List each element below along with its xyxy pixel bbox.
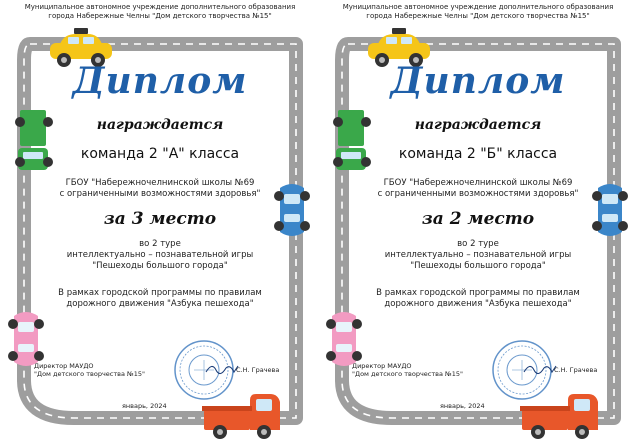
orange-truck-icon	[518, 386, 602, 442]
school-line-1: ГБОУ "Набережночелнинской школы №69	[383, 178, 573, 188]
diploma-card-right	[322, 0, 634, 446]
director-line-1: Директор МАУДО	[34, 362, 94, 370]
program-text	[342, 288, 614, 310]
school-line-2: с ограниченными возможностями здоровья"	[377, 189, 579, 199]
school-name	[24, 178, 296, 200]
program-line-2: дорожного движения "Азбука пешехода"	[66, 299, 254, 309]
team-name: команда 2 "А" класса	[80, 146, 240, 162]
awarded-label: награждается	[96, 117, 224, 133]
director-line-2: "Дом детского творчества №15"	[352, 370, 464, 378]
program-text	[24, 288, 296, 310]
school-line-1: ГБОУ "Набережночелнинской школы №69	[65, 178, 255, 188]
director-line-2: "Дом детского творчества №15"	[34, 370, 146, 378]
game-stage	[342, 239, 614, 272]
org-line-2: города Набережные Челны "Дом детского творчества №15"	[48, 12, 272, 20]
orange-truck-icon	[200, 386, 284, 442]
awarded-label: награждается	[414, 117, 542, 133]
signature-icon	[522, 360, 558, 378]
diploma-title: Диплом	[72, 60, 248, 102]
issue-date: январь, 2024	[440, 402, 485, 410]
director-block	[34, 362, 145, 378]
program-line-2: дорожного движения "Азбука пешехода"	[384, 299, 572, 309]
school-name	[342, 178, 614, 200]
team-name: команда 2 "Б" класса	[398, 146, 558, 162]
stage-line-3: "Пешеходы большого города"	[410, 261, 546, 271]
place-result: за 3 место	[103, 209, 217, 229]
diploma-card-left	[4, 0, 316, 446]
organization-header	[322, 3, 634, 21]
director-line-1: Директор МАУДО	[352, 362, 412, 370]
game-stage	[24, 239, 296, 272]
organization-header	[4, 3, 316, 21]
stage-line-1: во 2 туре	[139, 239, 181, 249]
program-line-1: В рамках городской программы по правилам	[376, 288, 580, 298]
school-line-2: с ограниченными возможностями здоровья"	[59, 189, 261, 199]
stage-line-2: интеллектуально – познавательной игры	[384, 250, 572, 260]
org-line-1: Муниципальное автономное учреждение дополнительного образования	[342, 3, 614, 11]
org-line-2: города Набережные Челны "Дом детского творчества №15"	[366, 12, 590, 20]
signer-name: С.Н. Грачева	[554, 366, 598, 374]
director-block	[352, 362, 463, 378]
diploma-title: Диплом	[390, 60, 566, 102]
signer-name: С.Н. Грачева	[236, 366, 280, 374]
issue-date: январь, 2024	[122, 402, 167, 410]
program-line-1: В рамках городской программы по правилам	[58, 288, 262, 298]
signature-icon	[204, 360, 240, 378]
stage-line-3: "Пешеходы большого города"	[92, 261, 228, 271]
org-line-1: Муниципальное автономное учреждение дополнительного образования	[24, 3, 296, 11]
place-result: за 2 место	[421, 209, 535, 229]
stage-line-2: интеллектуально – познавательной игры	[66, 250, 254, 260]
stage-line-1: во 2 туре	[457, 239, 499, 249]
